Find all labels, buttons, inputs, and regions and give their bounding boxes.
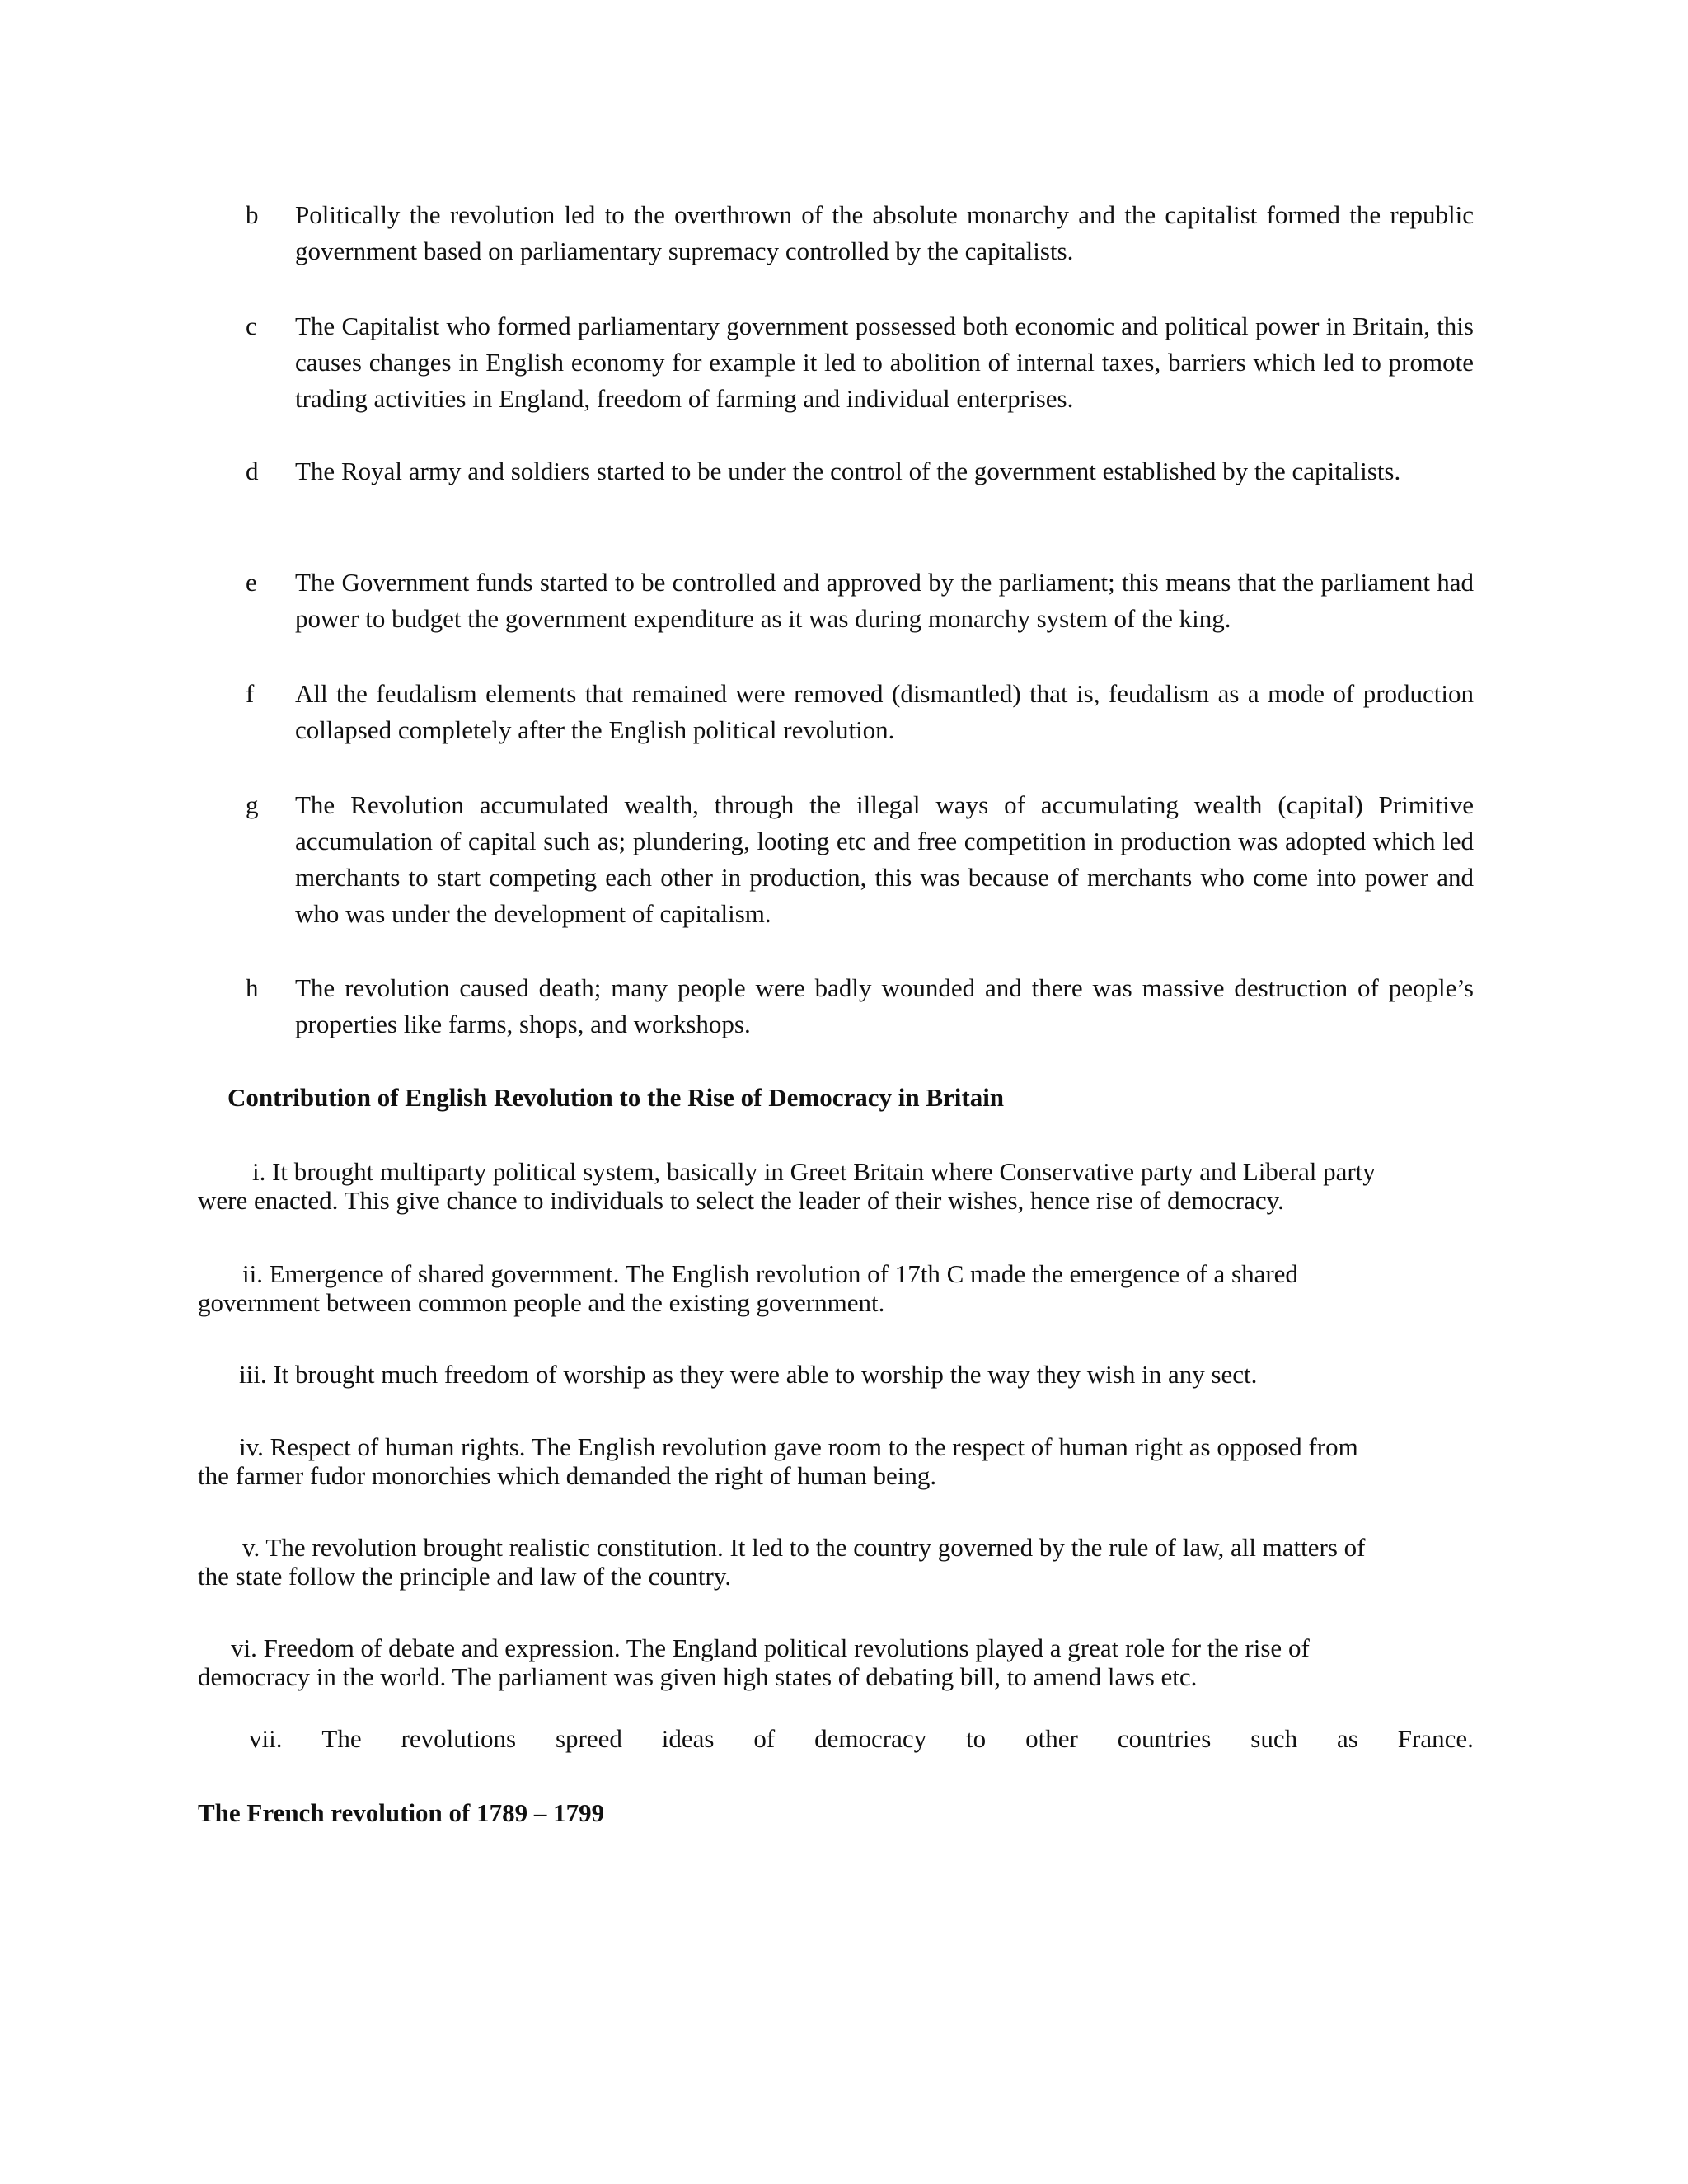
roman-item-line: vi. Freedom of debate and expression. The England political revolutions played a great role for the rise of [231,1633,1310,1662]
list-letter: g [246,790,259,819]
roman-item-line: the state follow the principle and law of the country. [198,1562,732,1591]
roman-item-line: iv. Respect of human rights. The English revolution gave room to the respect of human right as opposed from [239,1432,1358,1461]
word: such [1250,1724,1298,1753]
list-letter: e [246,568,257,597]
roman-item-i [198,1157,1484,1215]
list-item-text: The Royal army and soldiers started to be under the control of the government established by the capitalists. [295,457,1401,485]
word: France. [1397,1724,1474,1753]
list-item-h [246,970,1474,1043]
roman-item-line: i. It brought multiparty political system, basically in Greet Britain where Conservative party and Liberal party [252,1157,1376,1186]
roman-item-line: iii. It brought much freedom of worship as they were able to worship the way they wish in any sect. [239,1360,1258,1389]
list-item-e [246,565,1474,637]
word: democracy [814,1724,927,1753]
word: as [1337,1724,1358,1753]
list-letter: b [246,200,259,229]
roman-item-line: ii. Emergence of shared government. The English revolution of 17th C made the emergence of a shared [242,1259,1298,1288]
roman-item-ii [198,1259,1484,1317]
roman-item-iv [198,1432,1484,1490]
roman-item-vii [249,1722,1474,1755]
word: of [753,1724,776,1753]
list-item-g [246,787,1474,932]
word: revolutions [401,1724,517,1753]
roman-item-line: the farmer fudor monorchies which demanded the right of human being. [198,1461,937,1490]
list-letter: h [246,973,259,1002]
list-letter: d [246,457,259,485]
word: ideas [661,1724,715,1753]
list-item-text: The Revolution accumulated wealth, through the illegal ways of accumulating wealth (capital) Primitive accumulation of capital such as; plundering, looting etc and free competition in production was adopted which led merchants to start competing each other in production, this was because of merchants who come into power and who was under the development of capitalism. [295,790,1474,928]
roman-item-line: were enacted. This give chance to individuals to select the leader of their wishes, hence rise of democracy. [198,1186,1284,1215]
list-item-d [246,453,1474,490]
roman-item-line: democracy in the world. The parliament was given high states of debating bill, to amend laws etc. [198,1662,1198,1691]
roman-item-v [198,1533,1484,1591]
word: countries [1117,1724,1212,1753]
roman-item-line: government between common people and the existing government. [198,1288,885,1317]
list-item-b [246,197,1474,269]
list-item-text: All the feudalism elements that remained were removed (dismantled) that is, feudalism as a mode of production collapsed completely after the English political revolution. [295,679,1474,744]
word: The [321,1724,362,1753]
list-item-text: The Capitalist who formed parliamentary government possessed both economic and political power in Britain, this causes changes in English economy for example it led to abolition of internal taxes, barriers which led to promote trading activities in England, freedom of farming and individual enterprises. [295,312,1474,413]
section-heading: Contribution of English Revolution to the Rise of Democracy in Britain [227,1083,1005,1112]
word: to [966,1724,987,1753]
word: spreed [555,1724,622,1753]
list-item-text: Politically the revolution led to the overthrown of the absolute monarchy and the capitalist formed the republic government based on parliamentary supremacy controlled by the capitalists. [295,200,1474,265]
roman-item-line: v. The revolution brought realistic constitution. It led to the country governed by the rule of law, all matters of [242,1533,1366,1562]
list-item-text: The Government funds started to be controlled and approved by the parliament; this means that the parliament had power to budget the government expenditure as it was during monarchy system of the king. [295,568,1474,633]
list-item-c [246,308,1474,417]
list-item-text: The revolution caused death; many people were badly wounded and there was massive destruction of people’s properties like farms, shops, and workshops. [295,973,1474,1038]
list-item-f [246,676,1474,748]
roman-item-vi [198,1633,1484,1691]
list-letter: f [246,679,255,708]
roman-item-iii [198,1360,1484,1389]
section-heading: The French revolution of 1789 – 1799 [198,1798,605,1827]
word: vii. [249,1724,283,1753]
list-letter: c [246,312,257,340]
word: other [1025,1724,1078,1753]
